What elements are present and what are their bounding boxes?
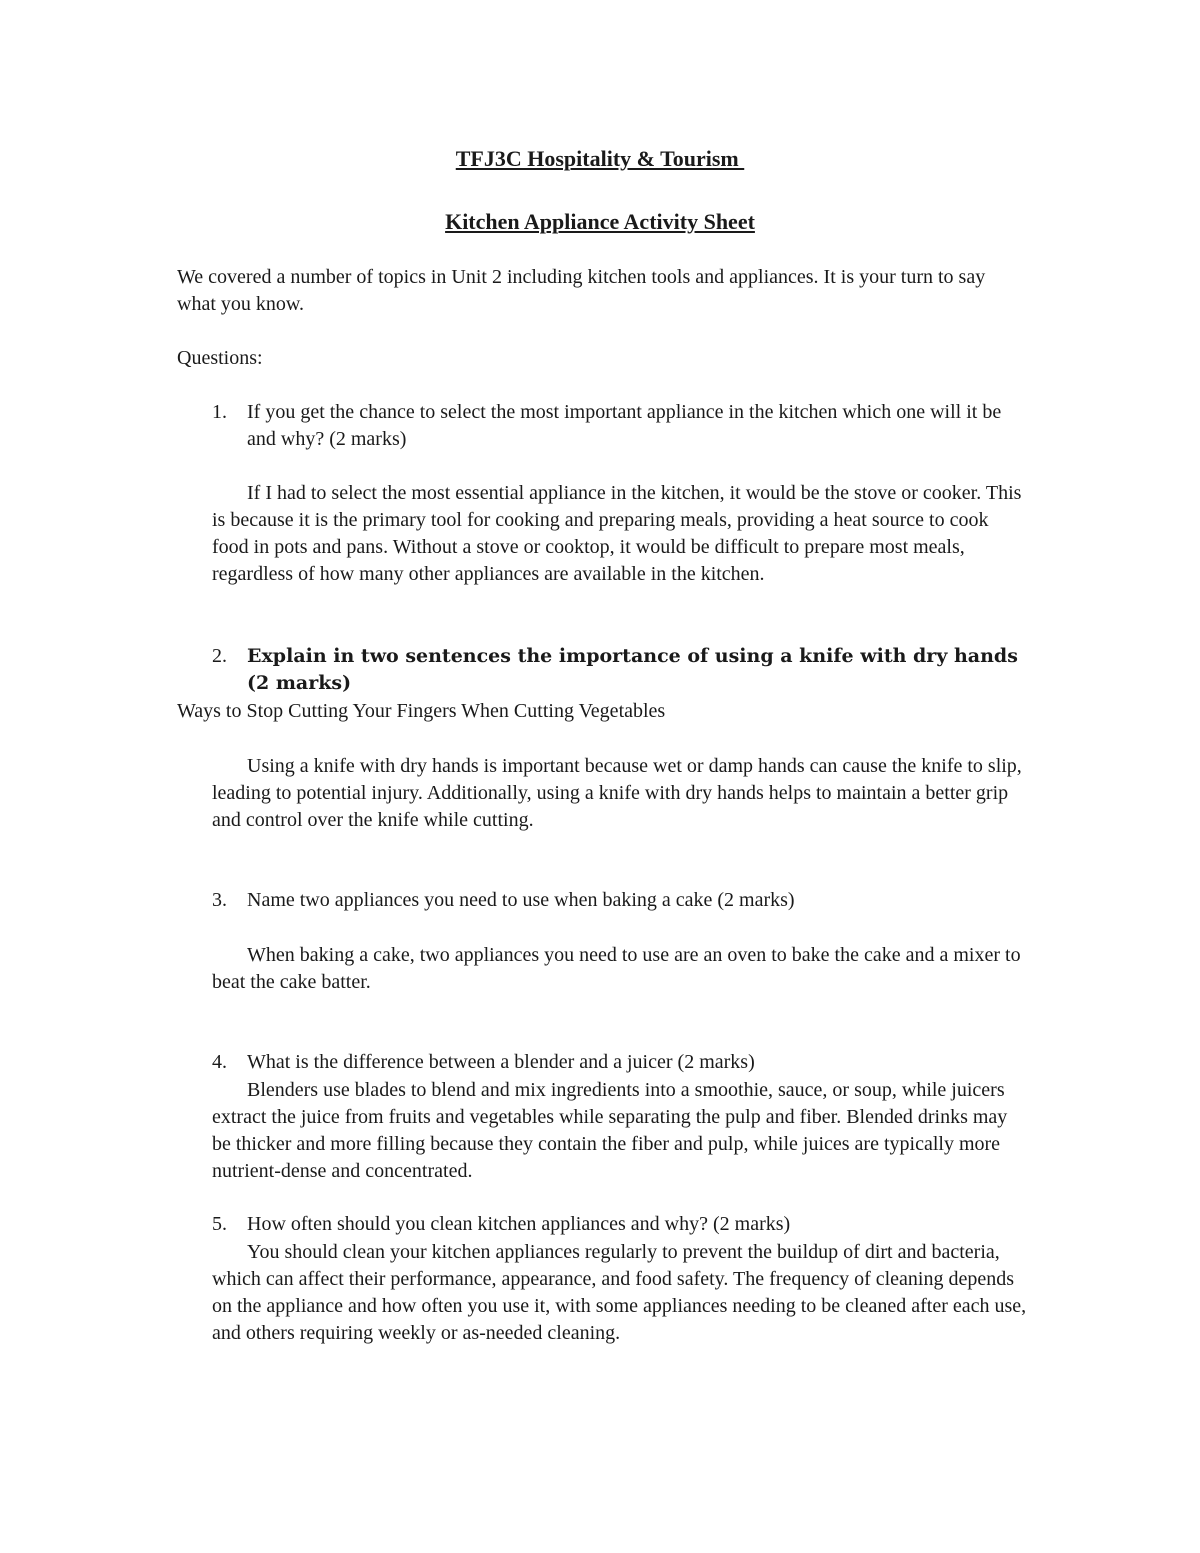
question-4 (212, 1049, 1032, 1076)
question-text: If you get the chance to select the most important appliance in the kitchen which one will it be and why? (2 marks) (247, 401, 1002, 450)
question-5 (212, 1211, 1032, 1238)
answer-4: Blenders use blades to blend and mix ingredients into a smoothie, sauce, or soup, while juicers extract the juice from fruits and vegetables while separating the pulp and fiber. Blended drinks may be thicker and more filling because they contain the fiber and pulp, while juices are typically more nutrient-dense and concentrated. (212, 1079, 1008, 1182)
document-subtitle: Kitchen Appliance Activity Sheet (445, 209, 755, 234)
question-2 (212, 643, 1032, 697)
questions-label: Questions: (177, 347, 263, 369)
question-text: How often should you clean kitchen appliances and why? (2 marks) (247, 1213, 791, 1235)
intro-paragraph: We covered a number of topics in Unit 2 including kitchen tools and appliances. It is your turn to say what you know. (177, 266, 986, 315)
answer-3: When baking a cake, two appliances you need to use are an oven to bake the cake and a mixer to beat the cake batter. (212, 944, 1021, 993)
answer-1: If I had to select the most essential appliance in the kitchen, it would be the stove or cooker. This is because it is the primary tool for cooking and preparing meals, providing a heat source to cook food in pots and pans. Without a stove or cooktop, it would be difficult to prepare most meals, regardless of how many other appliances are available in the kitchen. (212, 482, 1022, 585)
answer-2: Using a knife with dry hands is important because wet or damp hands can cause the knife to slip, leading to potential injury. Additionally, using a knife with dry hands helps to maintain a better grip and control over the knife while cutting. (212, 755, 1022, 831)
question-number: 3. (212, 889, 227, 911)
question-1 (212, 399, 1032, 453)
question-text: Name two appliances you need to use when baking a cake (2 marks) (247, 889, 795, 911)
question-number: 5. (212, 1213, 227, 1235)
answer-5: You should clean your kitchen appliances regularly to prevent the buildup of dirt and bacteria, which can affect their performance, appearance, and food safety. The frequency of cleaning depends on the appliance and how often you use it, with some appliances needing to be cleaned after each use, and others requiring weekly or as-needed cleaning. (212, 1241, 1027, 1344)
question-text: What is the difference between a blender and a juicer (2 marks) (247, 1051, 755, 1073)
question-number: 4. (212, 1051, 227, 1073)
question-text: Explain in two sentences the importance of using a knife with dry hands (2 marks) (247, 645, 1018, 694)
question-number: 1. (212, 401, 227, 423)
question-3 (212, 887, 1032, 914)
question-number: 2. (212, 645, 227, 667)
subheading: Ways to Stop Cutting Your Fingers When Cutting Vegetables (177, 700, 666, 722)
document-title: TFJ3C Hospitality & Tourism (455, 146, 745, 171)
